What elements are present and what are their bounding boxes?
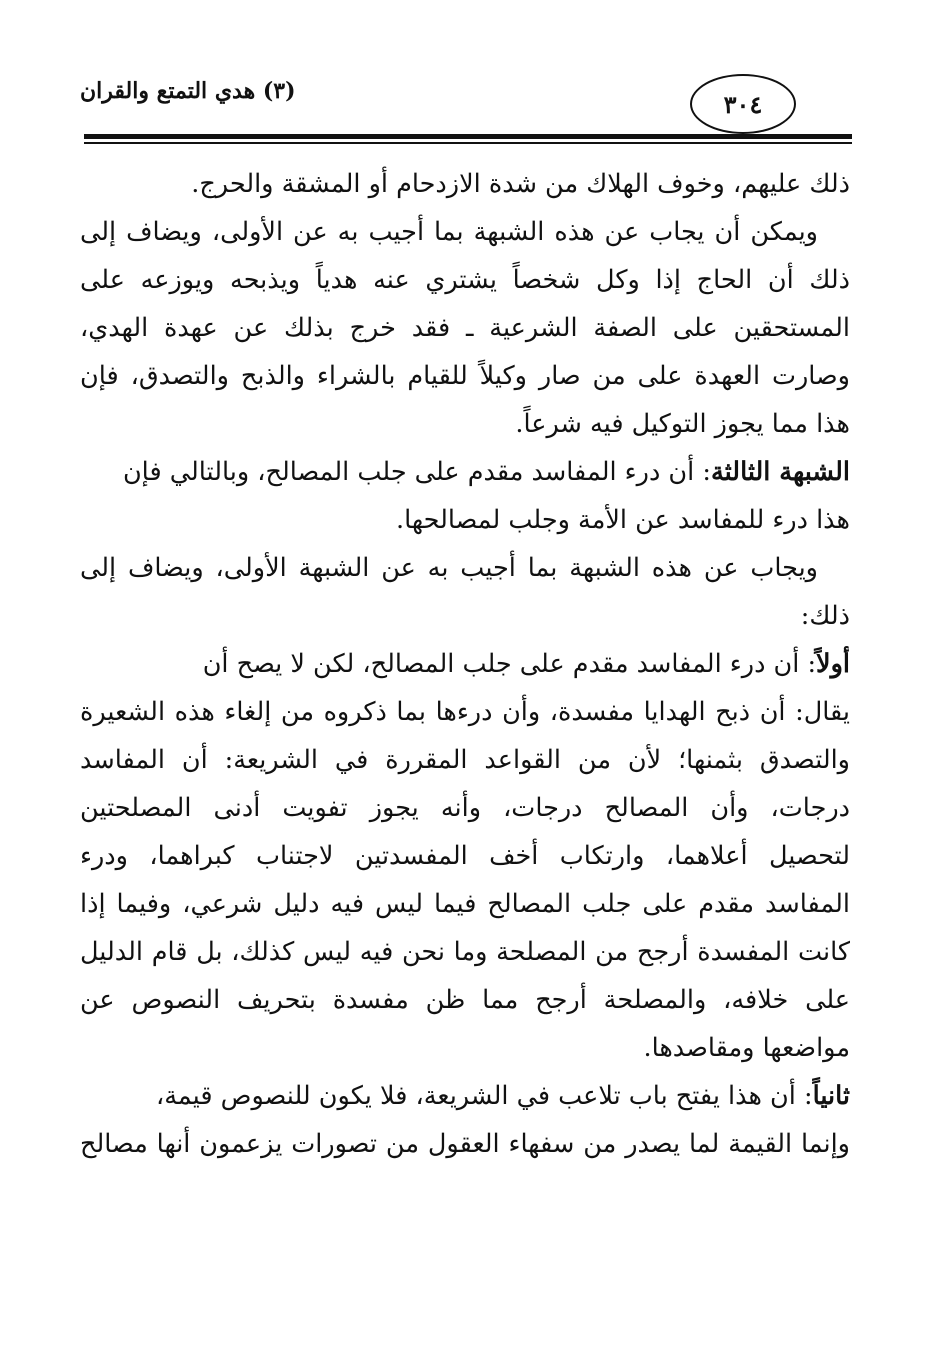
text-line: وصارت العهدة على من صار وكيلاً للقيام بالشراء والذبح والتصدق، فإن xyxy=(80,361,850,391)
header-rule-thin xyxy=(84,142,852,144)
header-rule-thick xyxy=(84,134,852,139)
text-line: ويمكن أن يجاب عن هذه الشبهة بما أجيب به عن الأولى، ويضاف إلى xyxy=(80,217,818,247)
text-line xyxy=(80,1072,850,1120)
text-line: درجات، وأن المصالح درجات، وأنه يجوز تفويت أدنى المصلحتين xyxy=(80,793,850,823)
body-text xyxy=(80,160,850,1168)
text-line: هذا درء للمفاسد عن الأمة وجلب لمصالحها. xyxy=(396,505,850,535)
text-line: المستحقين على الصفة الشرعية ـ فقد خرج بذلك عن عهدة الهدي، xyxy=(80,313,850,343)
point-label: أولاً xyxy=(816,649,850,679)
text-line: يقال: أن ذبح الهدايا مفسدة، وأن درءها بما ذكروه من إلغاء هذه الشعيرة xyxy=(80,697,850,727)
text-line xyxy=(80,640,850,688)
text-line: كانت المفسدة أرجح من المصلحة وما نحن فيه ليس كذلك، بل قام الدليل xyxy=(80,937,850,967)
text-line: ويجاب عن هذه الشبهة بما أجيب به عن الشبهة الأولى، ويضاف إلى xyxy=(80,553,818,583)
text-run: : أن درء المفاسد مقدم على جلب المصالح، وبالتالي فإن xyxy=(122,457,711,487)
text-run: : أن هذا يفتح باب تلاعب في الشريعة، فلا يكون للنصوص قيمة، xyxy=(156,1081,813,1111)
running-title: (٣) هدي التمتع والقران xyxy=(80,78,296,104)
point-label: ثانياً xyxy=(812,1081,850,1111)
text-line: هذا مما يجوز التوكيل فيه شرعاً. xyxy=(515,409,850,439)
text-line: ذلك أن الحاج إذا وكل شخصاً يشتري عنه هدياً ويذبحه ويوزعه على xyxy=(80,265,850,295)
page-number: ٣٠٤ xyxy=(723,89,763,119)
page-number-oval xyxy=(690,74,796,134)
text-line: لتحصيل أعلاهما، وارتكاب أخف المفسدتين لاجتناب كبراهما، ودرء xyxy=(80,841,850,871)
section-label: الشبهة الثالثة xyxy=(710,457,850,487)
text-run: : أن درء المفاسد مقدم على جلب المصالح، لكن لا يصح أن xyxy=(202,649,817,679)
text-line: ذلك: xyxy=(800,601,850,631)
text-line: على خلافه، والمصلحة أرجح مما ظن مفسدة بتحريف النصوص عن xyxy=(80,985,850,1015)
text-line: وإنما القيمة لما يصدر من سفهاء العقول من تصورات يزعمون أنها مصالح xyxy=(80,1129,850,1159)
text-line: والتصدق بثمنها؛ لأن من القواعد المقررة في الشريعة: أن المفاسد xyxy=(80,745,850,775)
text-line: المفاسد مقدم على جلب المصالح فيما ليس فيه دليل شرعي، وفيما إذا xyxy=(80,889,850,919)
text-line: ذلك عليهم، وخوف الهلاك من شدة الازدحام أو المشقة والحرج. xyxy=(191,169,850,199)
text-line: مواضعها ومقاصدها. xyxy=(643,1033,850,1063)
text-line xyxy=(80,448,850,496)
